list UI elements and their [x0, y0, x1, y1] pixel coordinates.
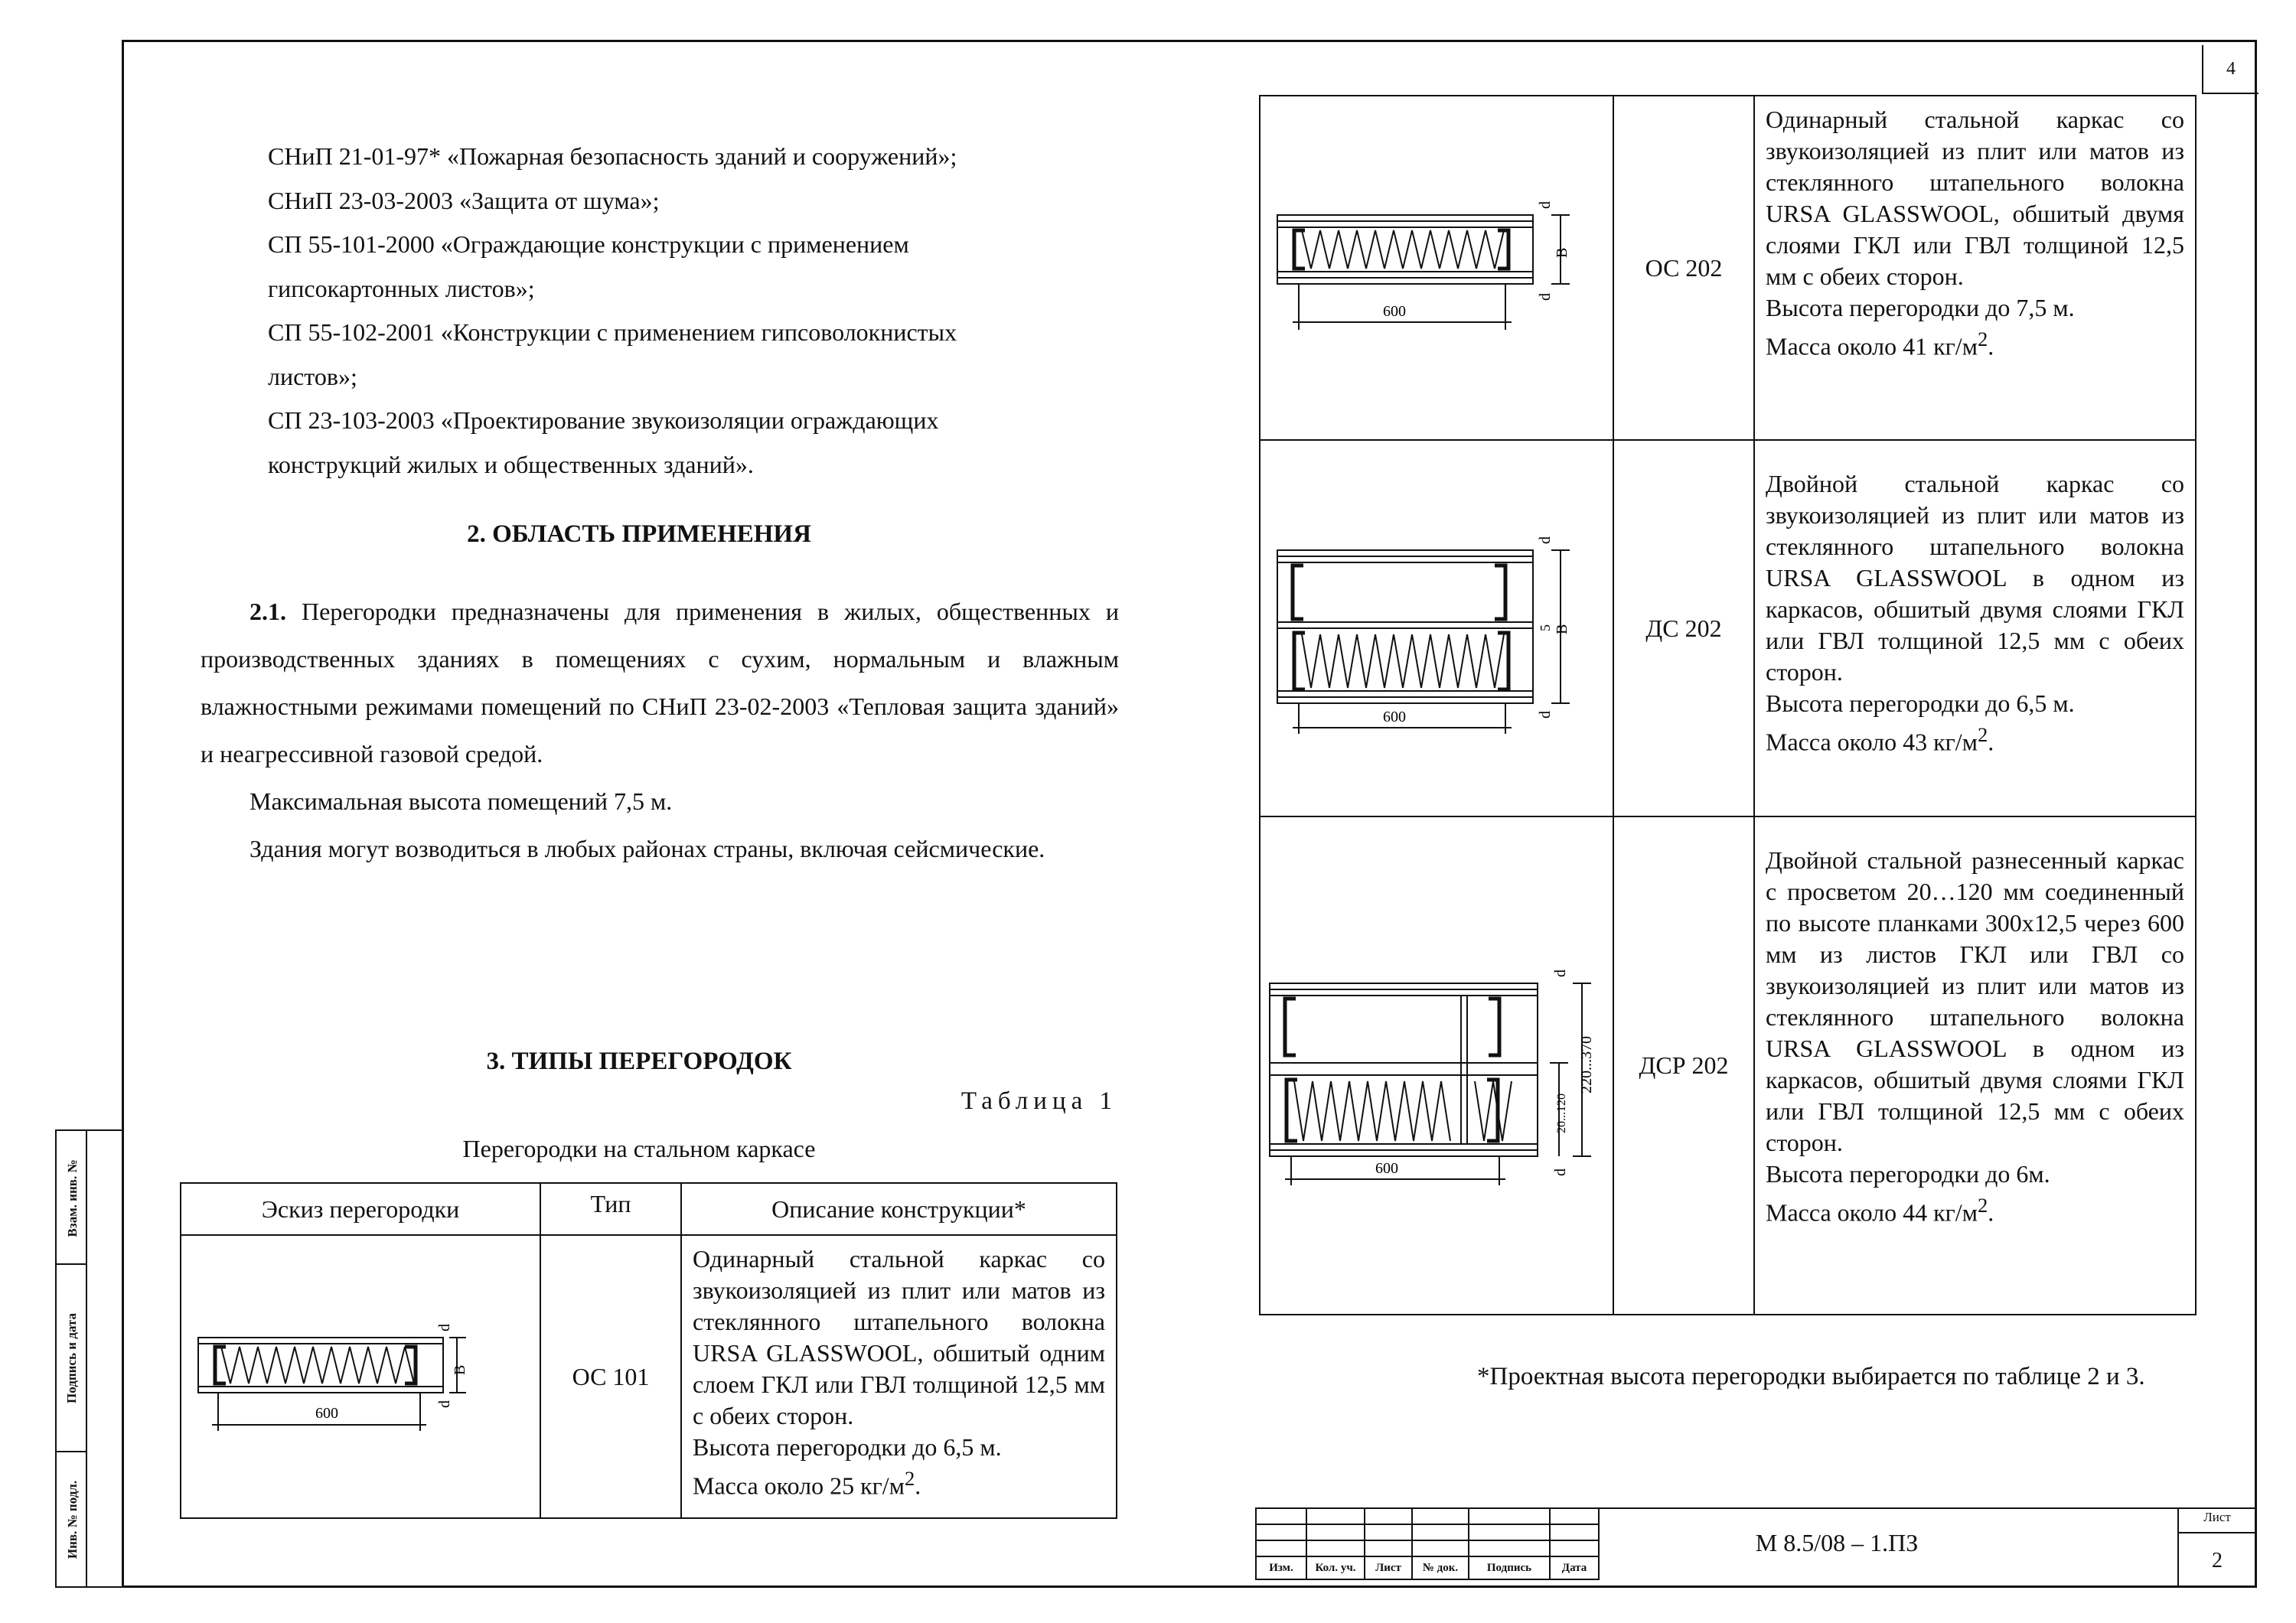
dim-d-top: d — [1537, 536, 1554, 544]
dim-total: 220...370 — [1578, 1035, 1595, 1093]
reference-line: СП 55-102-2001 «Конструкции с применением гипсоволокнистых — [268, 318, 957, 346]
section2-para1: 2.1. Перегородки предназначены для применения в жилых, общественных и производственных зданиях в помещениях с сухим, нормальным и влажным влажностными режимами помещений по СНиП 23-02-2003 «Тепловая защита зданий» и неагрессивной газовой средой. — [201, 598, 1119, 768]
col-doc: № док. — [1412, 1556, 1469, 1579]
sketch-cell — [1260, 440, 1613, 816]
header-type: Тип — [540, 1183, 681, 1235]
document-code: М 8.5/08 – 1.ПЗ — [1755, 1529, 1919, 1556]
dim-d-bottom: d — [436, 1400, 453, 1408]
desc-ds202: Двойной стальной каркас со звукоизоляцией из плит или матов из стеклянного штапельного волокна URSA GLASSWOOL в одном из каркасов, обшитый двумя слоями ГКЛ или ГВЛ толщиной 12,5 мм с обеих сторон. Высота перегородки до 6,5 м. Масса около 43 $кг/м^2$. — [1766, 470, 2184, 756]
table-title: Перегородки на стальном каркасе — [462, 1135, 816, 1162]
reference-line: конструкций жилых и общественных зданий». — [268, 450, 754, 478]
header-sketch: Эскиз перегородки — [181, 1183, 540, 1235]
side-label: Подпись и дата — [64, 1313, 79, 1403]
section2-title: 2. ОБЛАСТЬ ПРИМЕНЕНИЯ — [467, 520, 811, 548]
dim-d-bottom: d — [1552, 1168, 1569, 1176]
header-description: Описание конструкции* — [681, 1183, 1117, 1235]
sketch-cell — [181, 1235, 540, 1518]
side-cell — [57, 1452, 87, 1588]
dim-d-top: d — [1537, 201, 1554, 209]
reference-line: СП 23-103-2003 «Проектирование звукоизоляции ограждающих — [268, 406, 939, 434]
col-date: Дата — [1550, 1556, 1599, 1579]
table-label: Таблица 1 — [960, 1087, 1117, 1115]
references-list — [268, 135, 957, 487]
partition-sketch-ds202 — [1261, 510, 1613, 740]
partition-table-right — [1259, 95, 2197, 1315]
type-dsr202: ДСР 202 — [1613, 816, 1754, 1315]
dim-d-top: d — [1552, 969, 1569, 977]
dim-600: 600 — [1375, 1159, 1398, 1177]
dim-b: B — [1554, 624, 1570, 634]
side-cell — [57, 1131, 87, 1265]
type-os101: ОС 101 — [540, 1235, 681, 1518]
sketch-cell — [1260, 96, 1613, 440]
side-stamp — [55, 1129, 122, 1588]
partition-sketch-os101 — [181, 1301, 533, 1446]
desc-os101: Одинарный стальной каркас со звукоизоляцией из плит или матов из стеклянного штапельного волокна URSA GLASSWOOL, обшитый одним слоем ГКЛ или ГВЛ толщиной 12,5 мм с обеих сторон. Высота перегородки до 6,5 м. Масса около 25 $кг/м^2$. — [693, 1245, 1105, 1500]
type-os202: ОС 202 — [1613, 96, 1754, 440]
desc-cell — [1754, 96, 2196, 440]
side-label: Инв. № подл. — [65, 1480, 80, 1559]
desc-os202: Одинарный стальной каркас со звукоизоляцией из плит или матов из стеклянного штапельного волокна URSA GLASSWOOL, обшитый двумя слоями ГКЛ или ГВЛ толщиной 12,5 мм с обеих сторон. Высота перегородки до 7,5 м. Масса около 41 $кг/м^2$. — [1766, 106, 2184, 360]
section2-para2: Максимальная высота помещений 7,5 м. — [249, 787, 673, 815]
col-izm: Изм. — [1256, 1556, 1306, 1579]
partition-table-left — [180, 1182, 1117, 1519]
title-block-grid — [1255, 1507, 1600, 1580]
reference-line: СНиП 21-01-97* «Пожарная безопасность зданий и сооружений»; — [268, 142, 957, 170]
partition-sketch-os202 — [1261, 169, 1613, 360]
col-kol: Кол. уч. — [1306, 1556, 1365, 1579]
side-cell — [57, 1265, 87, 1452]
title-block-divider — [2177, 1532, 2257, 1533]
type-ds202: ДС 202 — [1613, 440, 1754, 816]
reference-line: СНиП 23-03-2003 «Защита от шума»; — [268, 186, 660, 214]
dim-5: 5 — [1538, 624, 1553, 631]
desc-dsr202: Двойной стальной разнесенный каркас с просветом 20…120 мм соединенный по высоте планками 300х12,5 через 600 мм из листов ГКЛ или ГВЛ со звукоизоляцией из плит или матов из стеклянного штапельного волокна URSA GLASSWOOL в одном из каркасов, обшитый двумя слоями ГКЛ или ГВЛ толщиной 12,5 мм с обеих сторон. Высота перегородки до 6м. Масса около 44 $кг/м^2$. — [1766, 846, 2184, 1227]
dim-b: B — [1554, 247, 1570, 258]
dim-600: 600 — [315, 1405, 338, 1422]
partition-sketch-dsr202 — [1261, 933, 1613, 1193]
dim-d-bottom: d — [1537, 711, 1554, 719]
col-list: Лист — [1365, 1556, 1412, 1579]
desc-cell — [1754, 440, 2196, 816]
sheet-number: 2 — [2212, 1549, 2223, 1572]
footnote: *Проектная высота перегородки выбирается по таблице 2 и 3. — [1477, 1363, 2145, 1390]
corner-page-number: 4 — [2202, 45, 2258, 94]
title-block-topline — [1255, 1507, 2257, 1509]
dim-gap: 20...120 — [1555, 1093, 1568, 1133]
reference-line: листов»; — [268, 362, 357, 390]
dim-600: 600 — [1383, 709, 1406, 725]
sketch-cell — [1260, 816, 1613, 1315]
section3-title: 3. ТИПЫ ПЕРЕГОРОДОК — [486, 1048, 792, 1075]
desc-cell — [1754, 816, 2196, 1315]
col-sign: Подпись — [1469, 1556, 1550, 1579]
side-label: Взам. инв. № — [65, 1159, 80, 1237]
dim-d-bottom: d — [1537, 293, 1554, 301]
dim-b: B — [452, 1364, 468, 1375]
dim-600: 600 — [1383, 303, 1406, 320]
section2-body — [201, 588, 1119, 872]
reference-line: СП 55-101-2000 «Ограждающие конструкции с применением — [268, 230, 909, 258]
section2-para3: Здания могут возводиться в любых районах страны, включая сейсмические. — [249, 835, 1045, 862]
sheet-label: Лист — [2203, 1510, 2231, 1524]
desc-cell — [681, 1235, 1117, 1518]
dim-d-top: d — [436, 1324, 453, 1331]
reference-line: гипсокартонных листов»; — [268, 274, 535, 302]
